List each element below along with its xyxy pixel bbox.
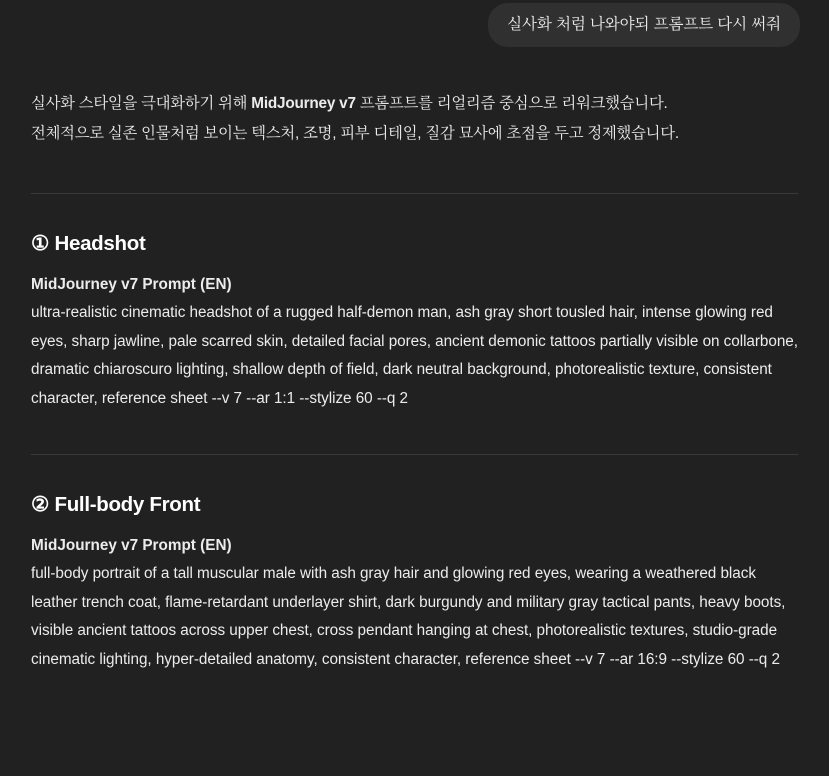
section-title: ② Full-body Front <box>31 492 201 516</box>
divider-section <box>31 454 798 455</box>
section-subtitle: MidJourney v7 Prompt (EN) <box>31 275 232 293</box>
prompt-text: ultra-realistic cinematic headshot of a rugged half-demon man, ash gray short tousled hair, intense glowing red eyes, sharp jawline, pale scarred skin, detailed facial pores, ancient demonic tattoos partially visible on collarbone, dramatic chiaroscuro lighting, shallow depth of field, dark neutral background, photorealistic texture, consistent character, reference sheet --v 7 --ar 1:1 --stylize 60 --q 2 <box>31 303 798 408</box>
user-message-bubble[interactable]: 실사화 처럼 나와야되 프롬프트 다시 써줘 <box>488 3 800 47</box>
assistant-intro <box>31 89 798 149</box>
divider-top <box>31 193 798 194</box>
assistant-message <box>0 89 829 675</box>
intro-line-2: 전체적으로 실존 인물처럼 보이는 텍스처, 조명, 피부 디테일, 질감 묘사에 초점을 두고 정제했습니다. <box>31 125 679 143</box>
intro-line-1-prefix: 실사화 스타일을 극대화하기 위해 <box>31 95 252 113</box>
intro-line-1-suffix: 프롬프트를 리얼리즘 중심으로 리워크했습니다. <box>355 95 668 113</box>
section-headshot <box>31 231 798 455</box>
chat-conversation <box>0 3 829 776</box>
intro-line-1 <box>31 89 798 119</box>
section-subtitle: MidJourney v7 Prompt (EN) <box>31 536 232 554</box>
user-message-row <box>0 3 829 47</box>
section-fullbody-front <box>31 492 798 675</box>
prompt-text: full-body portrait of a tall muscular male with ash gray hair and glowing red eyes, wearing a weathered black leather trench coat, flame-retardant underlayer shirt, dark burgundy and military gray tactical pants, heavy boots, visible ancient tattoos across upper chest, cross pendant hanging at chest, photorealistic textures, studio-grade cinematic lighting, hyper-detailed anatomy, consistent character, reference sheet --v 7 --ar 16:9 --stylize 60 --q 2 <box>31 564 786 669</box>
intro-line-1-bold: MidJourney v7 <box>251 95 356 113</box>
section-title: ① Headshot <box>31 231 146 255</box>
